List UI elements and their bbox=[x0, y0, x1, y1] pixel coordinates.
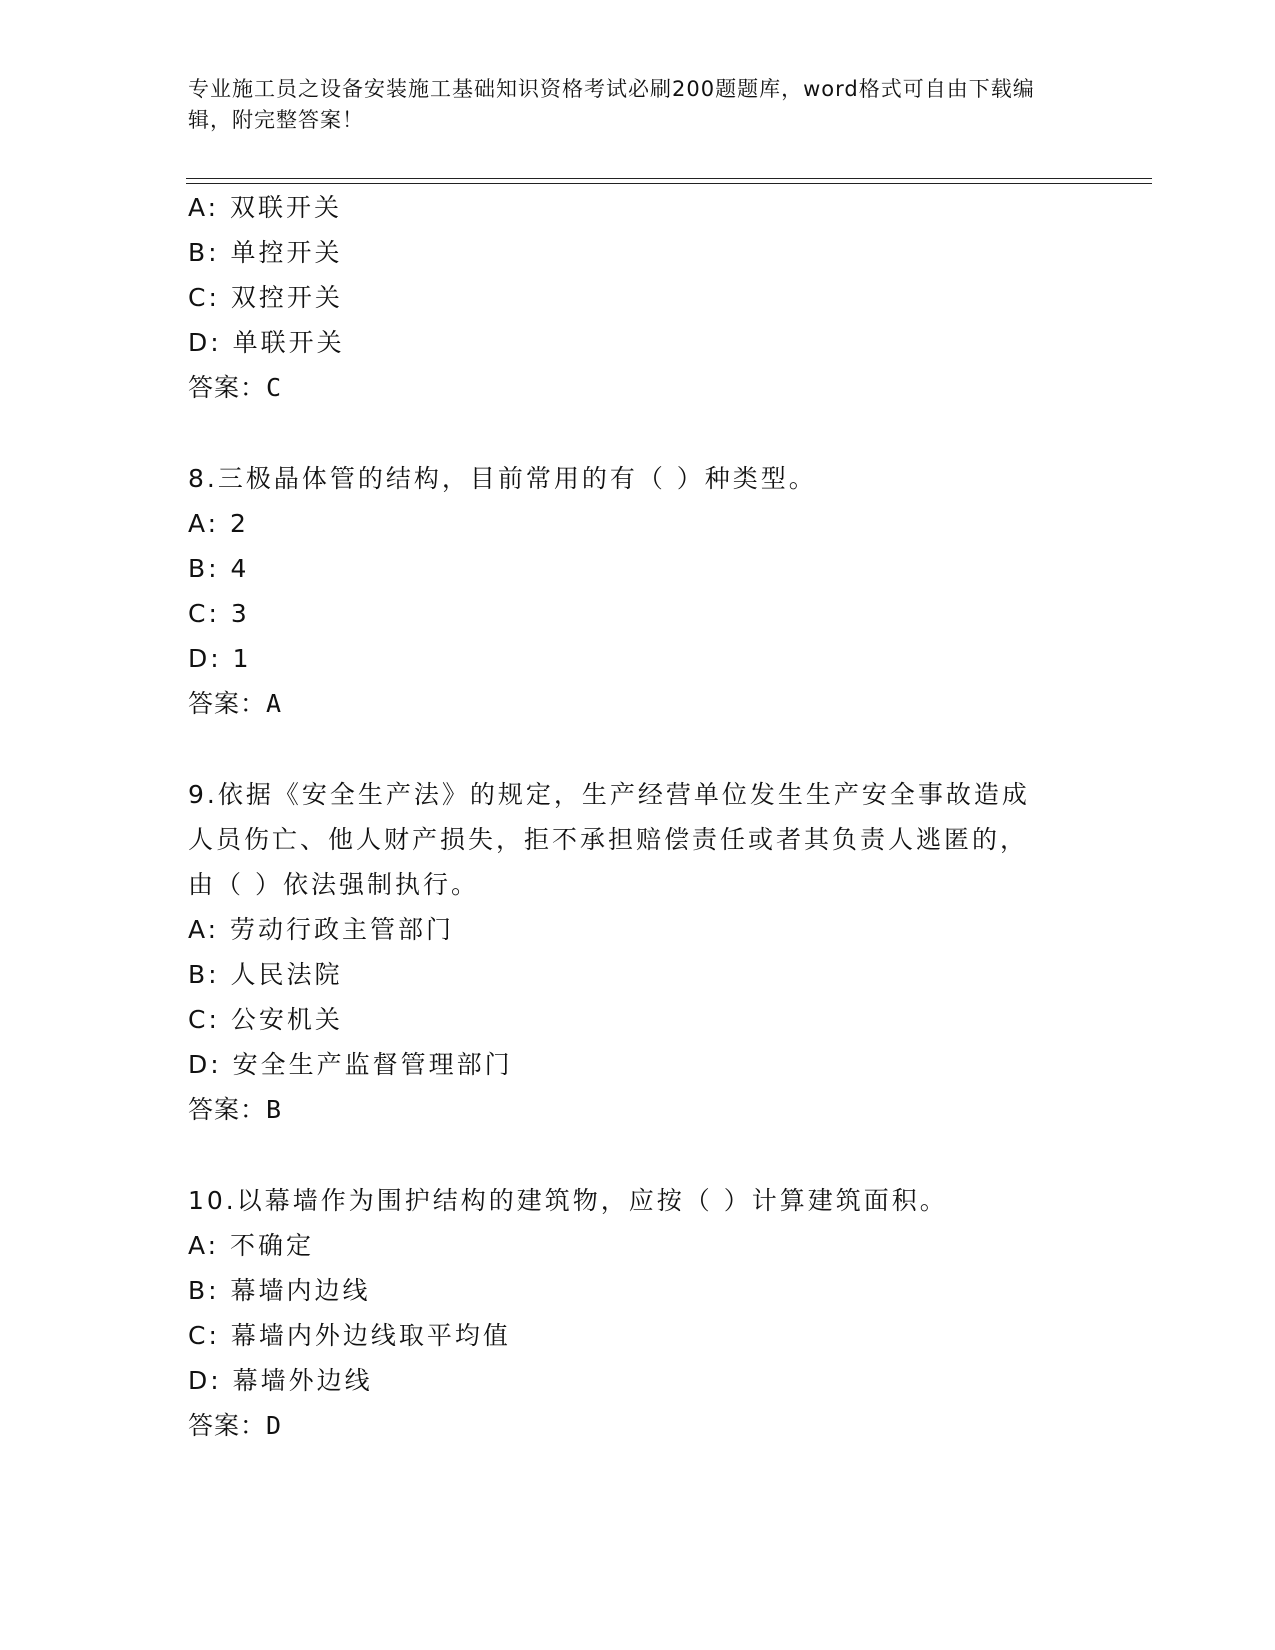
option-c: C: 幕墙内外边线取平均值 bbox=[188, 1321, 511, 1350]
option-b: B: 4 bbox=[188, 554, 250, 583]
answer: 答案：D bbox=[188, 1411, 283, 1440]
option-d: D: 单联开关 bbox=[188, 328, 345, 357]
answer: 答案：A bbox=[188, 689, 283, 718]
question-9-stem-line-1: 9.依据《安全生产法》的规定，生产经营单位发生生产安全事故造成 bbox=[188, 780, 1030, 809]
header-divider-bottom bbox=[186, 183, 1152, 184]
option-a: A: 不确定 bbox=[188, 1231, 315, 1260]
header-divider-top bbox=[186, 178, 1152, 179]
question-9-stem-line-3: 由（ ）依法强制执行。 bbox=[188, 870, 479, 899]
answer: 答案：B bbox=[188, 1095, 283, 1124]
option-c: C: 3 bbox=[188, 599, 250, 628]
option-b: B: 单控开关 bbox=[188, 238, 343, 267]
option-d: D: 1 bbox=[188, 644, 252, 673]
option-a: A: 双联开关 bbox=[188, 193, 343, 222]
option-d: D: 幕墙外边线 bbox=[188, 1366, 373, 1395]
option-a: A: 劳动行政主管部门 bbox=[188, 915, 455, 944]
question-8-stem: 8.三极晶体管的结构，目前常用的有（ ）种类型。 bbox=[188, 464, 817, 493]
option-b: B: 人民法院 bbox=[188, 960, 343, 989]
question-9-stem-line-2: 人员伤亡、他人财产损失，拒不承担赔偿责任或者其负责人逃匿的， bbox=[188, 825, 1029, 854]
question-10-stem: 10.以幕墙作为围护结构的建筑物，应按（ ）计算建筑面积。 bbox=[188, 1186, 948, 1215]
option-a: A: 2 bbox=[188, 509, 249, 538]
answer: 答案：C bbox=[188, 373, 283, 402]
document-header: 专业施工员之设备安装施工基础知识资格考试必刷200题题库，word格式可自由下载编辑，附完整答案！ bbox=[188, 77, 1035, 132]
option-b: B: 幕墙内边线 bbox=[188, 1276, 371, 1305]
option-d: D: 安全生产监督管理部门 bbox=[188, 1050, 513, 1079]
option-c: C: 双控开关 bbox=[188, 283, 343, 312]
option-c: C: 公安机关 bbox=[188, 1005, 343, 1034]
